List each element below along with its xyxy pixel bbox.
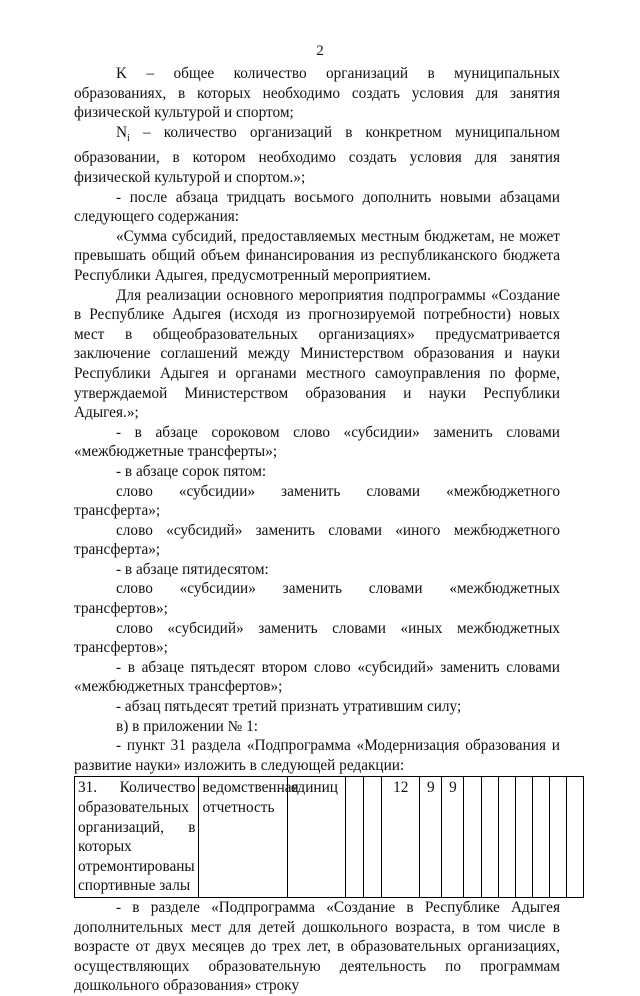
paragraph: - в абзаце сорок пятом: — [116, 462, 267, 480]
paragraph: слово «субсидий» заменить словами «иных межбюджетных трансфертов»; — [74, 619, 560, 657]
indicator-table — [74, 776, 584, 898]
table-cell: 31. Количество образовательных организаций, в которых отремонтированы спортивные залы — [75, 777, 199, 898]
table-cell — [549, 777, 566, 898]
table-cell: 12 — [382, 777, 420, 898]
table-cell — [364, 777, 382, 898]
paragraph: в) в приложении № 1: — [116, 717, 258, 735]
table-cell — [464, 777, 481, 898]
table-cell: единиц — [287, 777, 345, 898]
table-cell — [498, 777, 515, 898]
table-row — [75, 777, 584, 898]
variable-n: N — [116, 123, 128, 141]
table-cell — [566, 777, 583, 898]
variable-n-text: – количество организаций в конкретном муниципальном образовании, в котором необходимо создать условия для занятия физической культурой и спортом.»; — [74, 123, 560, 187]
paragraph: Для реализации основного мероприятия подпрограммы «Создание в Республике Адыгея (исходя из прогнозируемой потребности) новых мест в общеобразовательных организациях» предусматривается заключение соглашений между Министерством образования и науки Республики Адыгея и органами местного самоуправления по форме, утверждаемой Министерством образования и науки Республики Адыгея.»; — [74, 286, 560, 422]
paragraph: слово «субсидии» заменить словами «межбюджетных трансфертов»; — [74, 580, 560, 618]
document-body — [74, 64, 560, 996]
variable-n-subscript: i — [127, 132, 130, 144]
paragraph-n-definition — [74, 123, 560, 188]
table-cell: ведомственная отчетность — [199, 777, 287, 898]
paragraph: - пункт 31 раздела «Подпрограмма «Модернизация образования и развитие науки» изложить в следующей редакции: — [74, 737, 560, 774]
table-cell — [532, 777, 549, 898]
paragraph: K – общее количество организаций в муниципальных образованиях, в которых необходимо создать условия для занятия физической культурой и спортом; — [74, 65, 560, 122]
table-cell — [346, 777, 364, 898]
paragraph: - в абзаце пятидесятом: — [116, 560, 269, 578]
paragraph: слово «субсидий» заменить словами «иного межбюджетного трансферта»; — [74, 521, 560, 559]
paragraph: - в разделе «Подпрограмма «Создание в Республике Адыгея дополнительных мест для детей дошкольного возраста, в том числе в возрасте от двух месяцев до трех лет, в образовательных организациях, осуществляющих образовательную деятельность по программам дошкольного образования» строку — [74, 898, 560, 995]
table-cell — [515, 777, 532, 898]
page-number: 2 — [316, 43, 324, 59]
table-cell: 9 — [442, 777, 464, 898]
paragraph: - в абзаце пятьдесят втором слово «субсидий» заменить словами «межбюджетных трансфертов»; — [74, 658, 560, 696]
paragraph: «Сумма субсидий, предоставляемых местным бюджетам, не может превышать общий объем финансирования из республиканского бюджета Республики Адыгея, предусмотренный мероприятием. — [74, 227, 560, 284]
paragraph: - в абзаце сороковом слово «субсидии» заменить словами «межбюджетные трансферты»; — [74, 423, 560, 461]
paragraph: - после абзаца тридцать восьмого дополнить новыми абзацами следующего содержания: — [74, 188, 560, 226]
paragraph: - абзац пятьдесят третий признать утратившим силу; — [116, 698, 462, 716]
table-cell — [481, 777, 498, 898]
table-cell: 9 — [420, 777, 442, 898]
paragraph: слово «субсидии» заменить словами «межбюджетного трансферта»; — [74, 482, 560, 520]
